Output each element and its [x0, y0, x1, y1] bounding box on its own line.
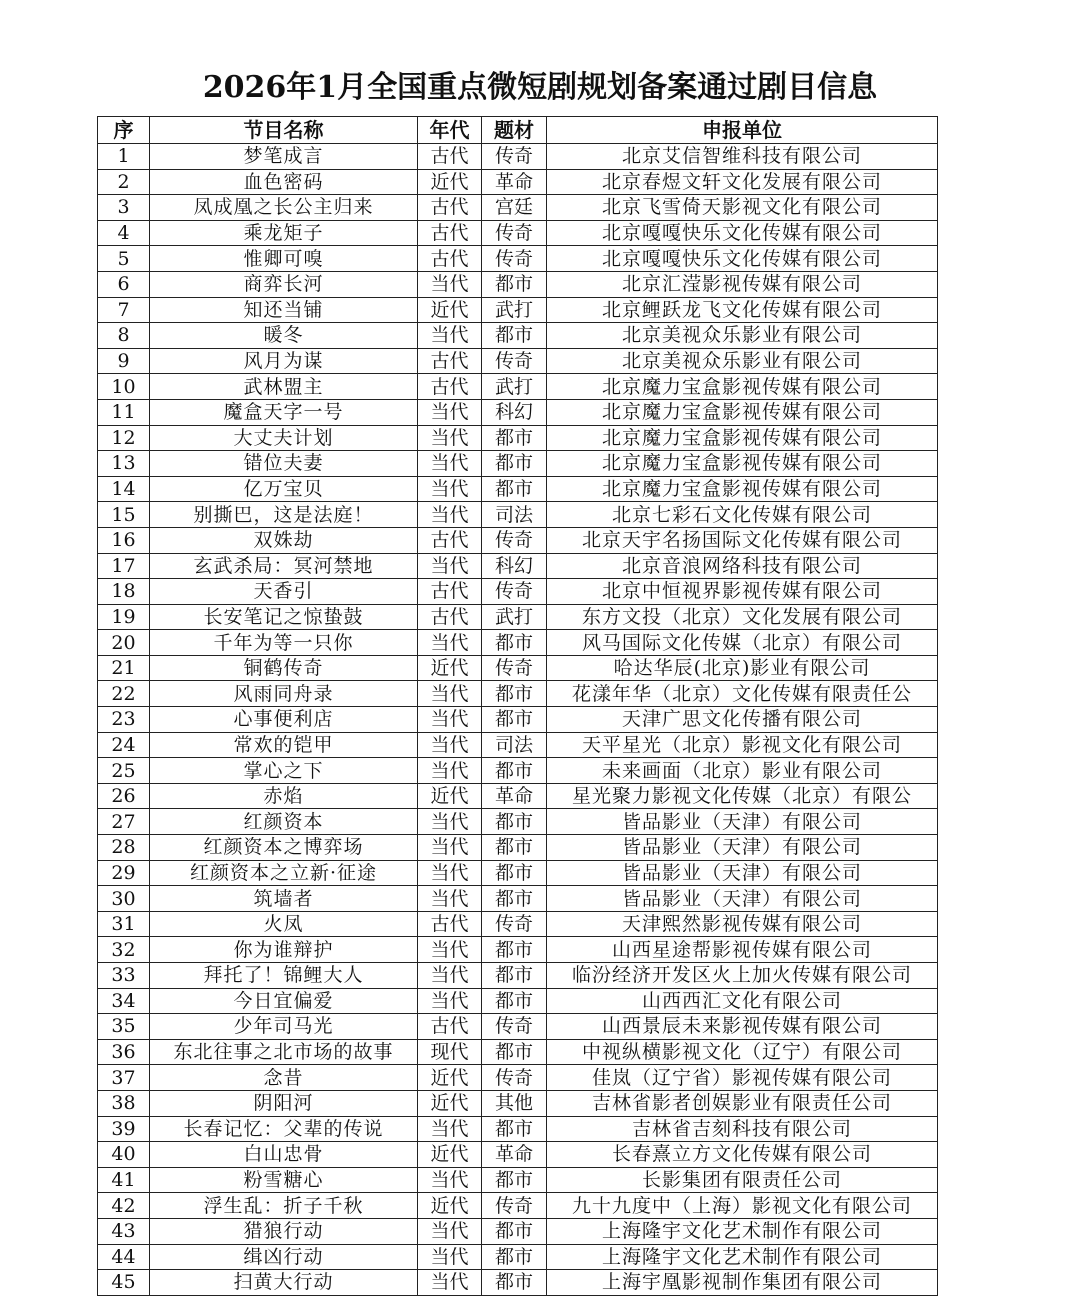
cell-no: 17: [98, 553, 150, 579]
cell-unit: 北京魔力宝盒影视传媒有限公司: [547, 451, 938, 477]
cell-era: 当代: [418, 809, 482, 835]
cell-genre: 都市: [482, 963, 547, 989]
cell-genre: 都市: [482, 988, 547, 1014]
cell-era: 当代: [418, 835, 482, 861]
cell-unit: 北京嘎嘎快乐文化传媒有限公司: [547, 246, 938, 272]
table-row: [98, 297, 938, 323]
cell-name: 凤成凰之长公主归来: [150, 195, 418, 221]
cell-name: 乘龙矩子: [150, 220, 418, 246]
table-row: [98, 374, 938, 400]
cell-no: 3: [98, 195, 150, 221]
cell-unit: 吉林省影者创娱影业有限责任公司: [547, 1090, 938, 1116]
cell-unit: 山西景辰未来影视传媒有限公司: [547, 1014, 938, 1040]
cell-era: 当代: [418, 1167, 482, 1193]
cell-name: 你为谁辩护: [150, 937, 418, 963]
cell-unit: 北京春煜文轩文化发展有限公司: [547, 169, 938, 195]
cell-genre: 都市: [482, 835, 547, 861]
cell-unit: 北京天宇名扬国际文化传媒有限公司: [547, 527, 938, 553]
cell-era: 当代: [418, 1116, 482, 1142]
header-era: 年代: [418, 117, 482, 144]
cell-no: 43: [98, 1218, 150, 1244]
cell-genre: 都市: [482, 271, 547, 297]
table-row: [98, 169, 938, 195]
cell-no: 14: [98, 476, 150, 502]
cell-genre: 科幻: [482, 399, 547, 425]
cell-unit: 风马国际文化传媒（北京）有限公司: [547, 630, 938, 656]
cell-unit: 北京魔力宝盒影视传媒有限公司: [547, 476, 938, 502]
cell-genre: 都市: [482, 1218, 547, 1244]
cell-era: 当代: [418, 1270, 482, 1296]
cell-no: 16: [98, 527, 150, 553]
cell-name: 千年为等一只你: [150, 630, 418, 656]
cell-era: 古代: [418, 527, 482, 553]
cell-name: 今日宜偏爱: [150, 988, 418, 1014]
cell-unit: 北京艾信智维科技有限公司: [547, 144, 938, 170]
cell-era: 古代: [418, 144, 482, 170]
cell-unit: 皆品影业（天津）有限公司: [547, 860, 938, 886]
table-row: [98, 1014, 938, 1040]
cell-name: 常欢的铠甲: [150, 732, 418, 758]
table-row: [98, 886, 938, 912]
cell-unit: 长春熹立方文化传媒有限公司: [547, 1142, 938, 1168]
table-row: [98, 195, 938, 221]
cell-no: 37: [98, 1065, 150, 1091]
cell-unit: 北京汇滢影视传媒有限公司: [547, 271, 938, 297]
table-row: [98, 937, 938, 963]
cell-genre: 武打: [482, 374, 547, 400]
cell-era: 近代: [418, 297, 482, 323]
cell-no: 9: [98, 348, 150, 374]
cell-era: 古代: [418, 220, 482, 246]
cell-name: 魔盒天字一号: [150, 399, 418, 425]
cell-name: 东北往事之北市场的故事: [150, 1039, 418, 1065]
table-row: [98, 579, 938, 605]
cell-era: 近代: [418, 169, 482, 195]
cell-no: 6: [98, 271, 150, 297]
table-row: [98, 476, 938, 502]
cell-no: 18: [98, 579, 150, 605]
table-row: [98, 246, 938, 272]
cell-era: 当代: [418, 1218, 482, 1244]
cell-unit: 山西西汇文化有限公司: [547, 988, 938, 1014]
cell-unit: 上海宇凰影视制作集团有限公司: [547, 1270, 938, 1296]
table-row: [98, 1270, 938, 1296]
cell-genre: 武打: [482, 604, 547, 630]
cell-name: 掌心之下: [150, 758, 418, 784]
cell-no: 32: [98, 937, 150, 963]
cell-genre: 革命: [482, 783, 547, 809]
cell-no: 10: [98, 374, 150, 400]
cell-unit: 北京鲤跃龙飞文化传媒有限公司: [547, 297, 938, 323]
cell-unit: 花漾年华（北京）文化传媒有限责任公: [547, 681, 938, 707]
table-row: [98, 1116, 938, 1142]
cell-era: 古代: [418, 246, 482, 272]
table-row: [98, 681, 938, 707]
cell-unit: 皆品影业（天津）有限公司: [547, 886, 938, 912]
table-row: [98, 1218, 938, 1244]
table-row: [98, 604, 938, 630]
cell-era: 当代: [418, 963, 482, 989]
cell-name: 红颜资本: [150, 809, 418, 835]
cell-era: 当代: [418, 451, 482, 477]
cell-no: 38: [98, 1090, 150, 1116]
table-row: [98, 911, 938, 937]
cell-era: 当代: [418, 553, 482, 579]
cell-name: 长春记忆：父辈的传说: [150, 1116, 418, 1142]
table-row: [98, 348, 938, 374]
cell-unit: 临汾经济开发区火上加火传媒有限公司: [547, 963, 938, 989]
cell-no: 29: [98, 860, 150, 886]
cell-genre: 都市: [482, 451, 547, 477]
cell-era: 当代: [418, 681, 482, 707]
header-genre: 题材: [482, 117, 547, 144]
cell-genre: 传奇: [482, 1193, 547, 1219]
cell-era: 当代: [418, 1244, 482, 1270]
cell-name: 风月为谋: [150, 348, 418, 374]
cell-genre: 都市: [482, 860, 547, 886]
cell-genre: 传奇: [482, 655, 547, 681]
cell-era: 古代: [418, 195, 482, 221]
table-row: [98, 707, 938, 733]
header-name: 节目名称: [150, 117, 418, 144]
cell-name: 红颜资本之立新·征途: [150, 860, 418, 886]
table-row: [98, 988, 938, 1014]
table-row: [98, 1039, 938, 1065]
cell-unit: 北京中恒视界影视传媒有限公司: [547, 579, 938, 605]
cell-no: 28: [98, 835, 150, 861]
cell-no: 13: [98, 451, 150, 477]
cell-no: 15: [98, 502, 150, 528]
cell-era: 当代: [418, 758, 482, 784]
cell-genre: 宫廷: [482, 195, 547, 221]
table-row: [98, 783, 938, 809]
table-row: [98, 630, 938, 656]
cell-genre: 都市: [482, 1270, 547, 1296]
table-row: [98, 963, 938, 989]
cell-name: 拜托了！锦鲤大人: [150, 963, 418, 989]
cell-era: 近代: [418, 1142, 482, 1168]
cell-no: 33: [98, 963, 150, 989]
cell-unit: 佳岚（辽宁省）影视传媒有限公司: [547, 1065, 938, 1091]
cell-era: 当代: [418, 425, 482, 451]
cell-unit: 北京魔力宝盒影视传媒有限公司: [547, 399, 938, 425]
cell-genre: 科幻: [482, 553, 547, 579]
cell-genre: 司法: [482, 732, 547, 758]
cell-unit: 中视纵横影视文化（辽宁）有限公司: [547, 1039, 938, 1065]
cell-unit: 星光聚力影视文化传媒（北京）有限公: [547, 783, 938, 809]
cell-no: 19: [98, 604, 150, 630]
cell-no: 1: [98, 144, 150, 170]
cell-unit: 哈达华辰(北京)影业有限公司: [547, 655, 938, 681]
cell-genre: 都市: [482, 476, 547, 502]
cell-genre: 都市: [482, 323, 547, 349]
cell-name: 念昔: [150, 1065, 418, 1091]
cell-genre: 革命: [482, 169, 547, 195]
cell-no: 20: [98, 630, 150, 656]
cell-name: 心事便利店: [150, 707, 418, 733]
cell-era: 近代: [418, 655, 482, 681]
header-unit: 申报单位: [547, 117, 938, 144]
cell-name: 赤焰: [150, 783, 418, 809]
table-row: [98, 220, 938, 246]
cell-genre: 都市: [482, 681, 547, 707]
cell-name: 玄武杀局：冥河禁地: [150, 553, 418, 579]
cell-genre: 传奇: [482, 527, 547, 553]
cell-name: 粉雪糖心: [150, 1167, 418, 1193]
cell-name: 少年司马光: [150, 1014, 418, 1040]
cell-genre: 都市: [482, 1116, 547, 1142]
table-row: [98, 655, 938, 681]
cell-no: 21: [98, 655, 150, 681]
cell-name: 阴阳河: [150, 1090, 418, 1116]
cell-era: 古代: [418, 374, 482, 400]
cell-name: 天香引: [150, 579, 418, 605]
table-row: [98, 502, 938, 528]
cell-no: 23: [98, 707, 150, 733]
cell-era: 当代: [418, 271, 482, 297]
table-body: [98, 144, 938, 1296]
cell-name: 风雨同舟录: [150, 681, 418, 707]
cell-era: 古代: [418, 579, 482, 605]
cell-unit: 北京飞雪倚天影视文化有限公司: [547, 195, 938, 221]
cell-no: 12: [98, 425, 150, 451]
table-row: [98, 1167, 938, 1193]
table-row: [98, 425, 938, 451]
cell-genre: 都市: [482, 758, 547, 784]
cell-name: 知还当铺: [150, 297, 418, 323]
cell-name: 惟卿可嗅: [150, 246, 418, 272]
cell-era: 当代: [418, 502, 482, 528]
page-title: 2026年1月全国重点微短剧规划备案通过剧目信息: [202, 70, 878, 105]
cell-unit: 皆品影业（天津）有限公司: [547, 835, 938, 861]
cell-no: 39: [98, 1116, 150, 1142]
cell-unit: 上海隆宇文化艺术制作有限公司: [547, 1218, 938, 1244]
cell-name: 长安笔记之惊蛰鼓: [150, 604, 418, 630]
cell-genre: 武打: [482, 297, 547, 323]
cell-no: 25: [98, 758, 150, 784]
cell-name: 大丈夫计划: [150, 425, 418, 451]
cell-unit: 北京魔力宝盒影视传媒有限公司: [547, 374, 938, 400]
cell-unit: 北京魔力宝盒影视传媒有限公司: [547, 425, 938, 451]
table-row: [98, 553, 938, 579]
cell-era: 当代: [418, 886, 482, 912]
cell-unit: 未来画面（北京）影业有限公司: [547, 758, 938, 784]
cell-no: 26: [98, 783, 150, 809]
table-row: [98, 1193, 938, 1219]
cell-genre: 传奇: [482, 1014, 547, 1040]
cell-unit: 北京嘎嘎快乐文化传媒有限公司: [547, 220, 938, 246]
cell-unit: 吉林省吉刻科技有限公司: [547, 1116, 938, 1142]
table-row: [98, 451, 938, 477]
cell-no: 7: [98, 297, 150, 323]
cell-genre: 其他: [482, 1090, 547, 1116]
cell-era: 近代: [418, 783, 482, 809]
cell-no: 44: [98, 1244, 150, 1270]
cell-genre: 都市: [482, 1039, 547, 1065]
cell-unit: 上海隆宇文化艺术制作有限公司: [547, 1244, 938, 1270]
table-row: [98, 1065, 938, 1091]
cell-era: 当代: [418, 630, 482, 656]
table-row: [98, 323, 938, 349]
cell-era: 当代: [418, 399, 482, 425]
cell-name: 血色密码: [150, 169, 418, 195]
cell-name: 商弈长河: [150, 271, 418, 297]
cell-name: 暖冬: [150, 323, 418, 349]
cell-unit: 山西星途帮影视传媒有限公司: [547, 937, 938, 963]
cell-unit: 天津广思文化传播有限公司: [547, 707, 938, 733]
cell-genre: 传奇: [482, 911, 547, 937]
cell-no: 24: [98, 732, 150, 758]
table-row: [98, 758, 938, 784]
cell-no: 5: [98, 246, 150, 272]
cell-no: 41: [98, 1167, 150, 1193]
cell-genre: 传奇: [482, 220, 547, 246]
cell-name: 缉凶行动: [150, 1244, 418, 1270]
cell-name: 浮生乱：折子千秋: [150, 1193, 418, 1219]
cell-name: 武林盟主: [150, 374, 418, 400]
cell-genre: 司法: [482, 502, 547, 528]
cell-name: 别撕巴，这是法庭！: [150, 502, 418, 528]
table-row: [98, 1142, 938, 1168]
cell-era: 近代: [418, 1193, 482, 1219]
cell-genre: 革命: [482, 1142, 547, 1168]
cell-name: 筑墙者: [150, 886, 418, 912]
cell-genre: 传奇: [482, 579, 547, 605]
cell-unit: 九十九度中（上海）影视文化有限公司: [547, 1193, 938, 1219]
cell-genre: 都市: [482, 1244, 547, 1270]
cell-no: 45: [98, 1270, 150, 1296]
cell-unit: 皆品影业（天津）有限公司: [547, 809, 938, 835]
cell-genre: 传奇: [482, 246, 547, 272]
cell-genre: 传奇: [482, 144, 547, 170]
cell-unit: 长影集团有限责任公司: [547, 1167, 938, 1193]
cell-name: 白山忠骨: [150, 1142, 418, 1168]
cell-name: 亿万宝贝: [150, 476, 418, 502]
cell-genre: 都市: [482, 809, 547, 835]
cell-era: 当代: [418, 476, 482, 502]
cell-era: 当代: [418, 937, 482, 963]
cell-no: 27: [98, 809, 150, 835]
table-row: [98, 1090, 938, 1116]
cell-name: 铜鹤传奇: [150, 655, 418, 681]
cell-no: 36: [98, 1039, 150, 1065]
cell-genre: 都市: [482, 425, 547, 451]
cell-unit: 天津熙然影视传媒有限公司: [547, 911, 938, 937]
header-no: 序: [98, 117, 150, 144]
cell-genre: 都市: [482, 630, 547, 656]
cell-era: 古代: [418, 1014, 482, 1040]
cell-name: 红颜资本之博弈场: [150, 835, 418, 861]
cell-genre: 传奇: [482, 348, 547, 374]
cell-era: 近代: [418, 1090, 482, 1116]
drama-record-table: [97, 116, 938, 1296]
table-row: [98, 860, 938, 886]
cell-genre: 都市: [482, 1167, 547, 1193]
cell-unit: 东方文投（北京）文化发展有限公司: [547, 604, 938, 630]
cell-no: 40: [98, 1142, 150, 1168]
cell-unit: 北京美视众乐影业有限公司: [547, 348, 938, 374]
table-row: [98, 527, 938, 553]
cell-unit: 北京美视众乐影业有限公司: [547, 323, 938, 349]
cell-no: 8: [98, 323, 150, 349]
cell-era: 现代: [418, 1039, 482, 1065]
cell-unit: 天平星光（北京）影视文化有限公司: [547, 732, 938, 758]
cell-genre: 都市: [482, 886, 547, 912]
cell-era: 古代: [418, 911, 482, 937]
cell-name: 错位夫妻: [150, 451, 418, 477]
cell-era: 当代: [418, 707, 482, 733]
cell-era: 近代: [418, 1065, 482, 1091]
cell-name: 火凤: [150, 911, 418, 937]
table-row: [98, 144, 938, 170]
cell-era: 古代: [418, 348, 482, 374]
cell-no: 35: [98, 1014, 150, 1040]
cell-no: 4: [98, 220, 150, 246]
cell-no: 2: [98, 169, 150, 195]
table-row: [98, 732, 938, 758]
cell-era: 古代: [418, 604, 482, 630]
cell-no: 42: [98, 1193, 150, 1219]
cell-no: 31: [98, 911, 150, 937]
table-row: [98, 835, 938, 861]
cell-unit: 北京七彩石文化传媒有限公司: [547, 502, 938, 528]
cell-era: 当代: [418, 988, 482, 1014]
cell-era: 当代: [418, 323, 482, 349]
table-row: [98, 809, 938, 835]
cell-era: 当代: [418, 732, 482, 758]
cell-name: 扫黄大行动: [150, 1270, 418, 1296]
cell-name: 猎狼行动: [150, 1218, 418, 1244]
table-row: [98, 1244, 938, 1270]
table-row: [98, 271, 938, 297]
cell-name: 梦笔成言: [150, 144, 418, 170]
cell-no: 34: [98, 988, 150, 1014]
cell-no: 22: [98, 681, 150, 707]
cell-genre: 传奇: [482, 1065, 547, 1091]
cell-era: 当代: [418, 860, 482, 886]
table-row: [98, 399, 938, 425]
cell-genre: 都市: [482, 707, 547, 733]
cell-no: 30: [98, 886, 150, 912]
cell-name: 双姝劫: [150, 527, 418, 553]
cell-genre: 都市: [482, 937, 547, 963]
cell-unit: 北京音浪网络科技有限公司: [547, 553, 938, 579]
cell-no: 11: [98, 399, 150, 425]
table-header-row: [98, 117, 938, 144]
